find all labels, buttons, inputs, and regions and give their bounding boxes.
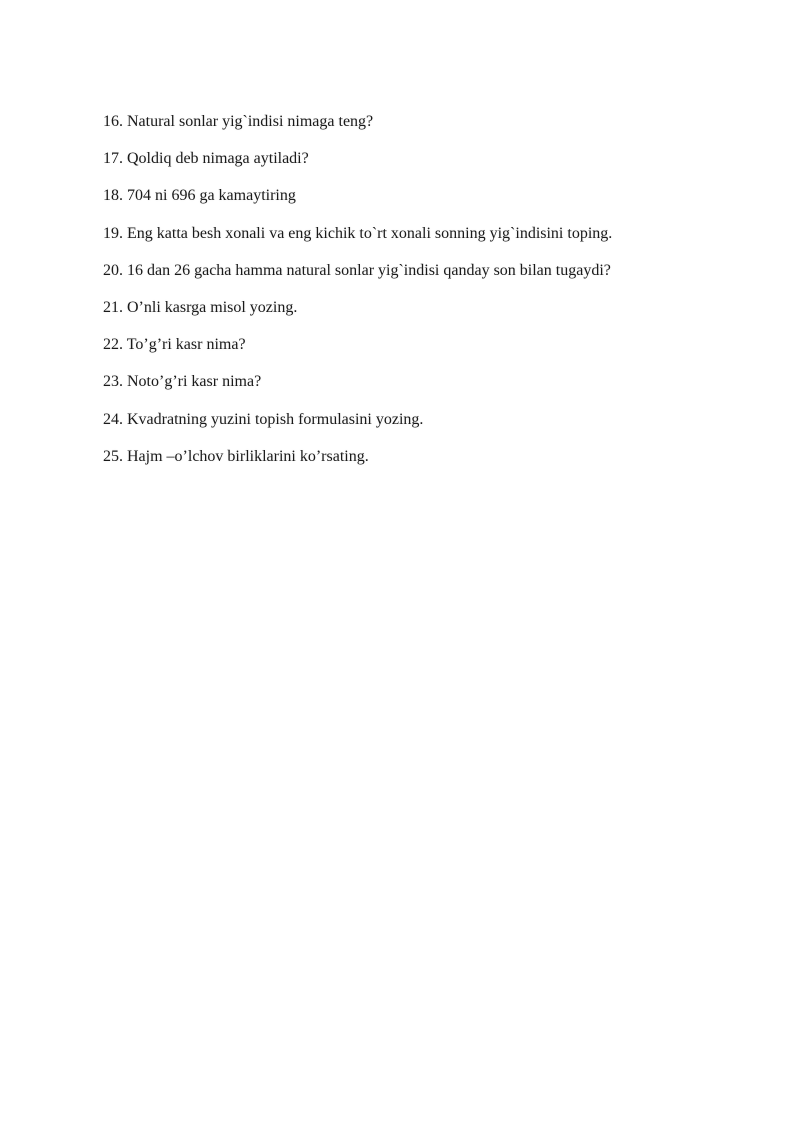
question-22: 22. To’g’ri kasr nima? xyxy=(103,336,246,354)
question-21: 21. O’nli kasrga misol yozing. xyxy=(103,298,298,316)
question-20: 20. 16 dan 26 gacha hamma natural sonlar yig`indisi qanday son bilan tugaydi? xyxy=(103,261,611,279)
question-23: 23. Noto’g’ri kasr nima? xyxy=(103,373,262,391)
question-16: 16. Natural sonlar yig`indisi nimaga teng? xyxy=(103,113,374,130)
question-18: 18. 704 ni 696 ga kamaytiring xyxy=(103,187,296,205)
question-25: 25. Hajm –o’lchov birliklarini ko’rsating. xyxy=(103,447,369,465)
question-17: 17. Qoldiq deb nimaga aytiladi? xyxy=(103,150,309,168)
question-19: 19. Eng katta besh xonali va eng kichik to`rt xonali sonning yig`indisini toping. xyxy=(103,224,613,242)
question-24: 24. Kvadratning yuzini topish formulasini yozing. xyxy=(103,410,424,428)
question-list xyxy=(103,111,612,483)
